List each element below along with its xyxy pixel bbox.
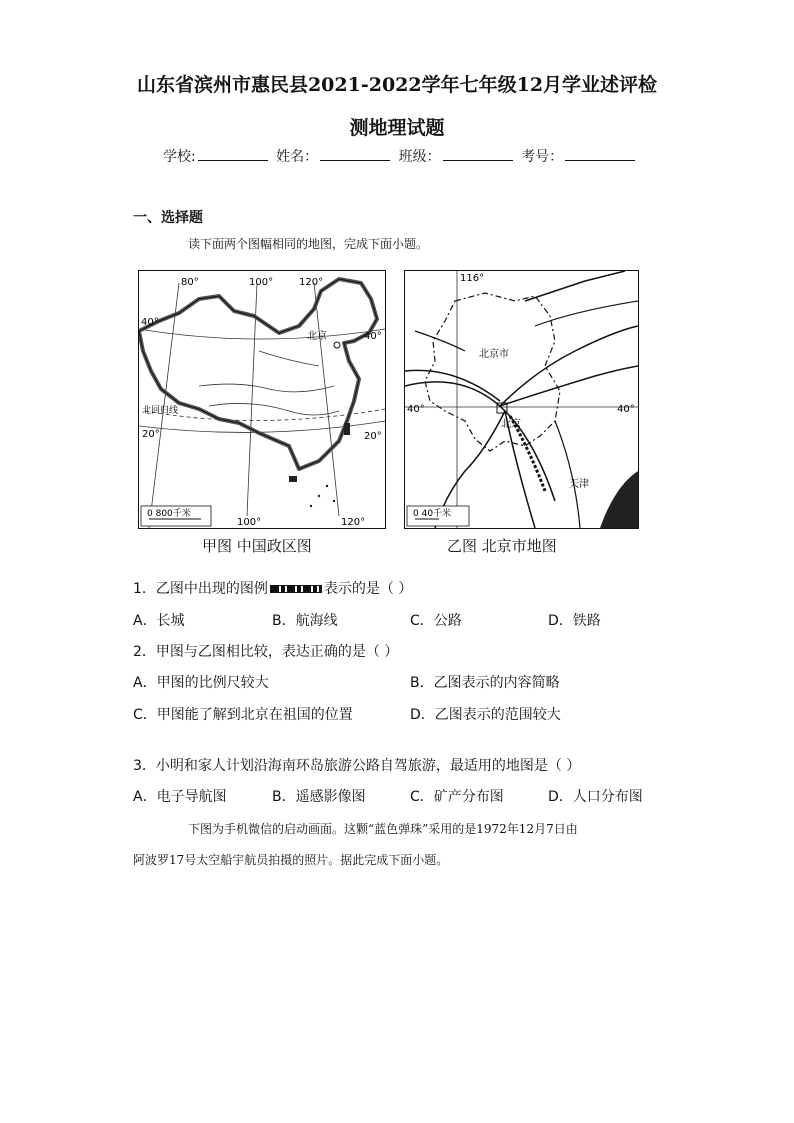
- beijing-map: [404, 270, 639, 529]
- lat40-right-label: 40°: [364, 331, 382, 342]
- lat40-left-label: 40°: [141, 317, 159, 328]
- q1-option-a[interactable]: A．长城: [133, 613, 185, 629]
- q2-option-b[interactable]: B．乙图表示的内容简略: [410, 675, 560, 691]
- q1-option-b[interactable]: B．航海线: [272, 613, 338, 629]
- school-label: 学校:: [163, 149, 196, 165]
- lon120-bottom-label: 120°: [341, 517, 366, 528]
- passage-line-2: 阿波罗17号太空船宇航员拍摄的照片。据此完成下面小题。: [133, 853, 449, 867]
- name-label: 姓名：: [276, 149, 319, 165]
- beijing-label-b: 北京: [501, 419, 521, 430]
- beijing-map-drawing: [405, 271, 638, 528]
- lat40-left-label-b: 40°: [407, 404, 425, 415]
- passage-line-1: 下图为手机微信的启动画面。这颗“蓝色弹珠”采用的是1972年12月7日由: [188, 822, 578, 836]
- question-1-stem-a: 1．乙图中出现的图例: [133, 581, 268, 597]
- q2-option-d[interactable]: D．乙图表示的范围较大: [410, 707, 561, 723]
- page-title-line2: 测地理试题: [349, 117, 445, 139]
- tropic-label: 北回归线: [142, 406, 179, 416]
- q3-option-c[interactable]: C．矿产分布图: [410, 789, 504, 805]
- section-title: 一、选择题: [133, 210, 203, 226]
- lon116-label: 116°: [460, 273, 485, 284]
- name-blank: [320, 148, 390, 161]
- exam-no-blank: [565, 148, 635, 161]
- tianjin-label: 天津: [569, 479, 589, 490]
- question-3: 3．小明和家人计划沿海南环岛旅游公路自驾旅游，最适用的地图是（ ）: [133, 758, 581, 774]
- class-label: 班级：: [398, 149, 441, 165]
- q3-option-b[interactable]: B．遥感影像图: [272, 789, 366, 805]
- q1-option-d[interactable]: D．铁路: [548, 613, 601, 629]
- map-b-caption: 乙图 北京市地图: [447, 537, 557, 555]
- beijing-city-label: 北京市: [479, 349, 509, 360]
- lat20-left-label: 20°: [142, 429, 160, 440]
- lat40-right-label-b: 40°: [617, 404, 635, 415]
- q2-option-a[interactable]: A．甲图的比例尺较大: [133, 675, 269, 691]
- lon100-bottom-label: 100°: [237, 517, 262, 528]
- intro-text: 读下面两个图幅相同的地图，完成下面小题。: [188, 237, 429, 251]
- question-2: 2．甲图与乙图相比较，表达正确的是（ ）: [133, 644, 399, 660]
- china-map: [138, 270, 386, 529]
- student-info-line: [163, 146, 639, 166]
- lat20-right-label: 20°: [364, 431, 382, 442]
- lon100-label: 100°: [249, 277, 274, 288]
- school-blank: [198, 148, 268, 161]
- railway-legend-icon: [270, 585, 322, 593]
- lon80-label: 80°: [181, 277, 199, 288]
- exam-no-label: 考号：: [521, 149, 564, 165]
- q3-option-d[interactable]: D．人口分布图: [548, 789, 643, 805]
- question-1: [133, 578, 412, 598]
- map-a-caption: 甲图 中国政区图: [202, 537, 312, 555]
- china-map-drawing: [139, 271, 385, 528]
- question-1-stem-b: 表示的是（ ）: [323, 581, 413, 597]
- beijing-label: 北京: [307, 331, 327, 342]
- scale-label-b: 0 40千米: [413, 509, 452, 519]
- q2-option-c[interactable]: C．甲图能了解到北京在祖国的位置: [133, 707, 353, 723]
- scale-label: 0 800千米: [147, 509, 191, 519]
- lon120-label: 120°: [299, 277, 324, 288]
- page-title: 山东省滨州市惠民县2021-2022学年七年级12月学业述评检: [136, 74, 658, 96]
- q1-option-c[interactable]: C．公路: [410, 613, 462, 629]
- class-blank: [443, 148, 513, 161]
- q3-option-a[interactable]: A．电子导航图: [133, 789, 227, 805]
